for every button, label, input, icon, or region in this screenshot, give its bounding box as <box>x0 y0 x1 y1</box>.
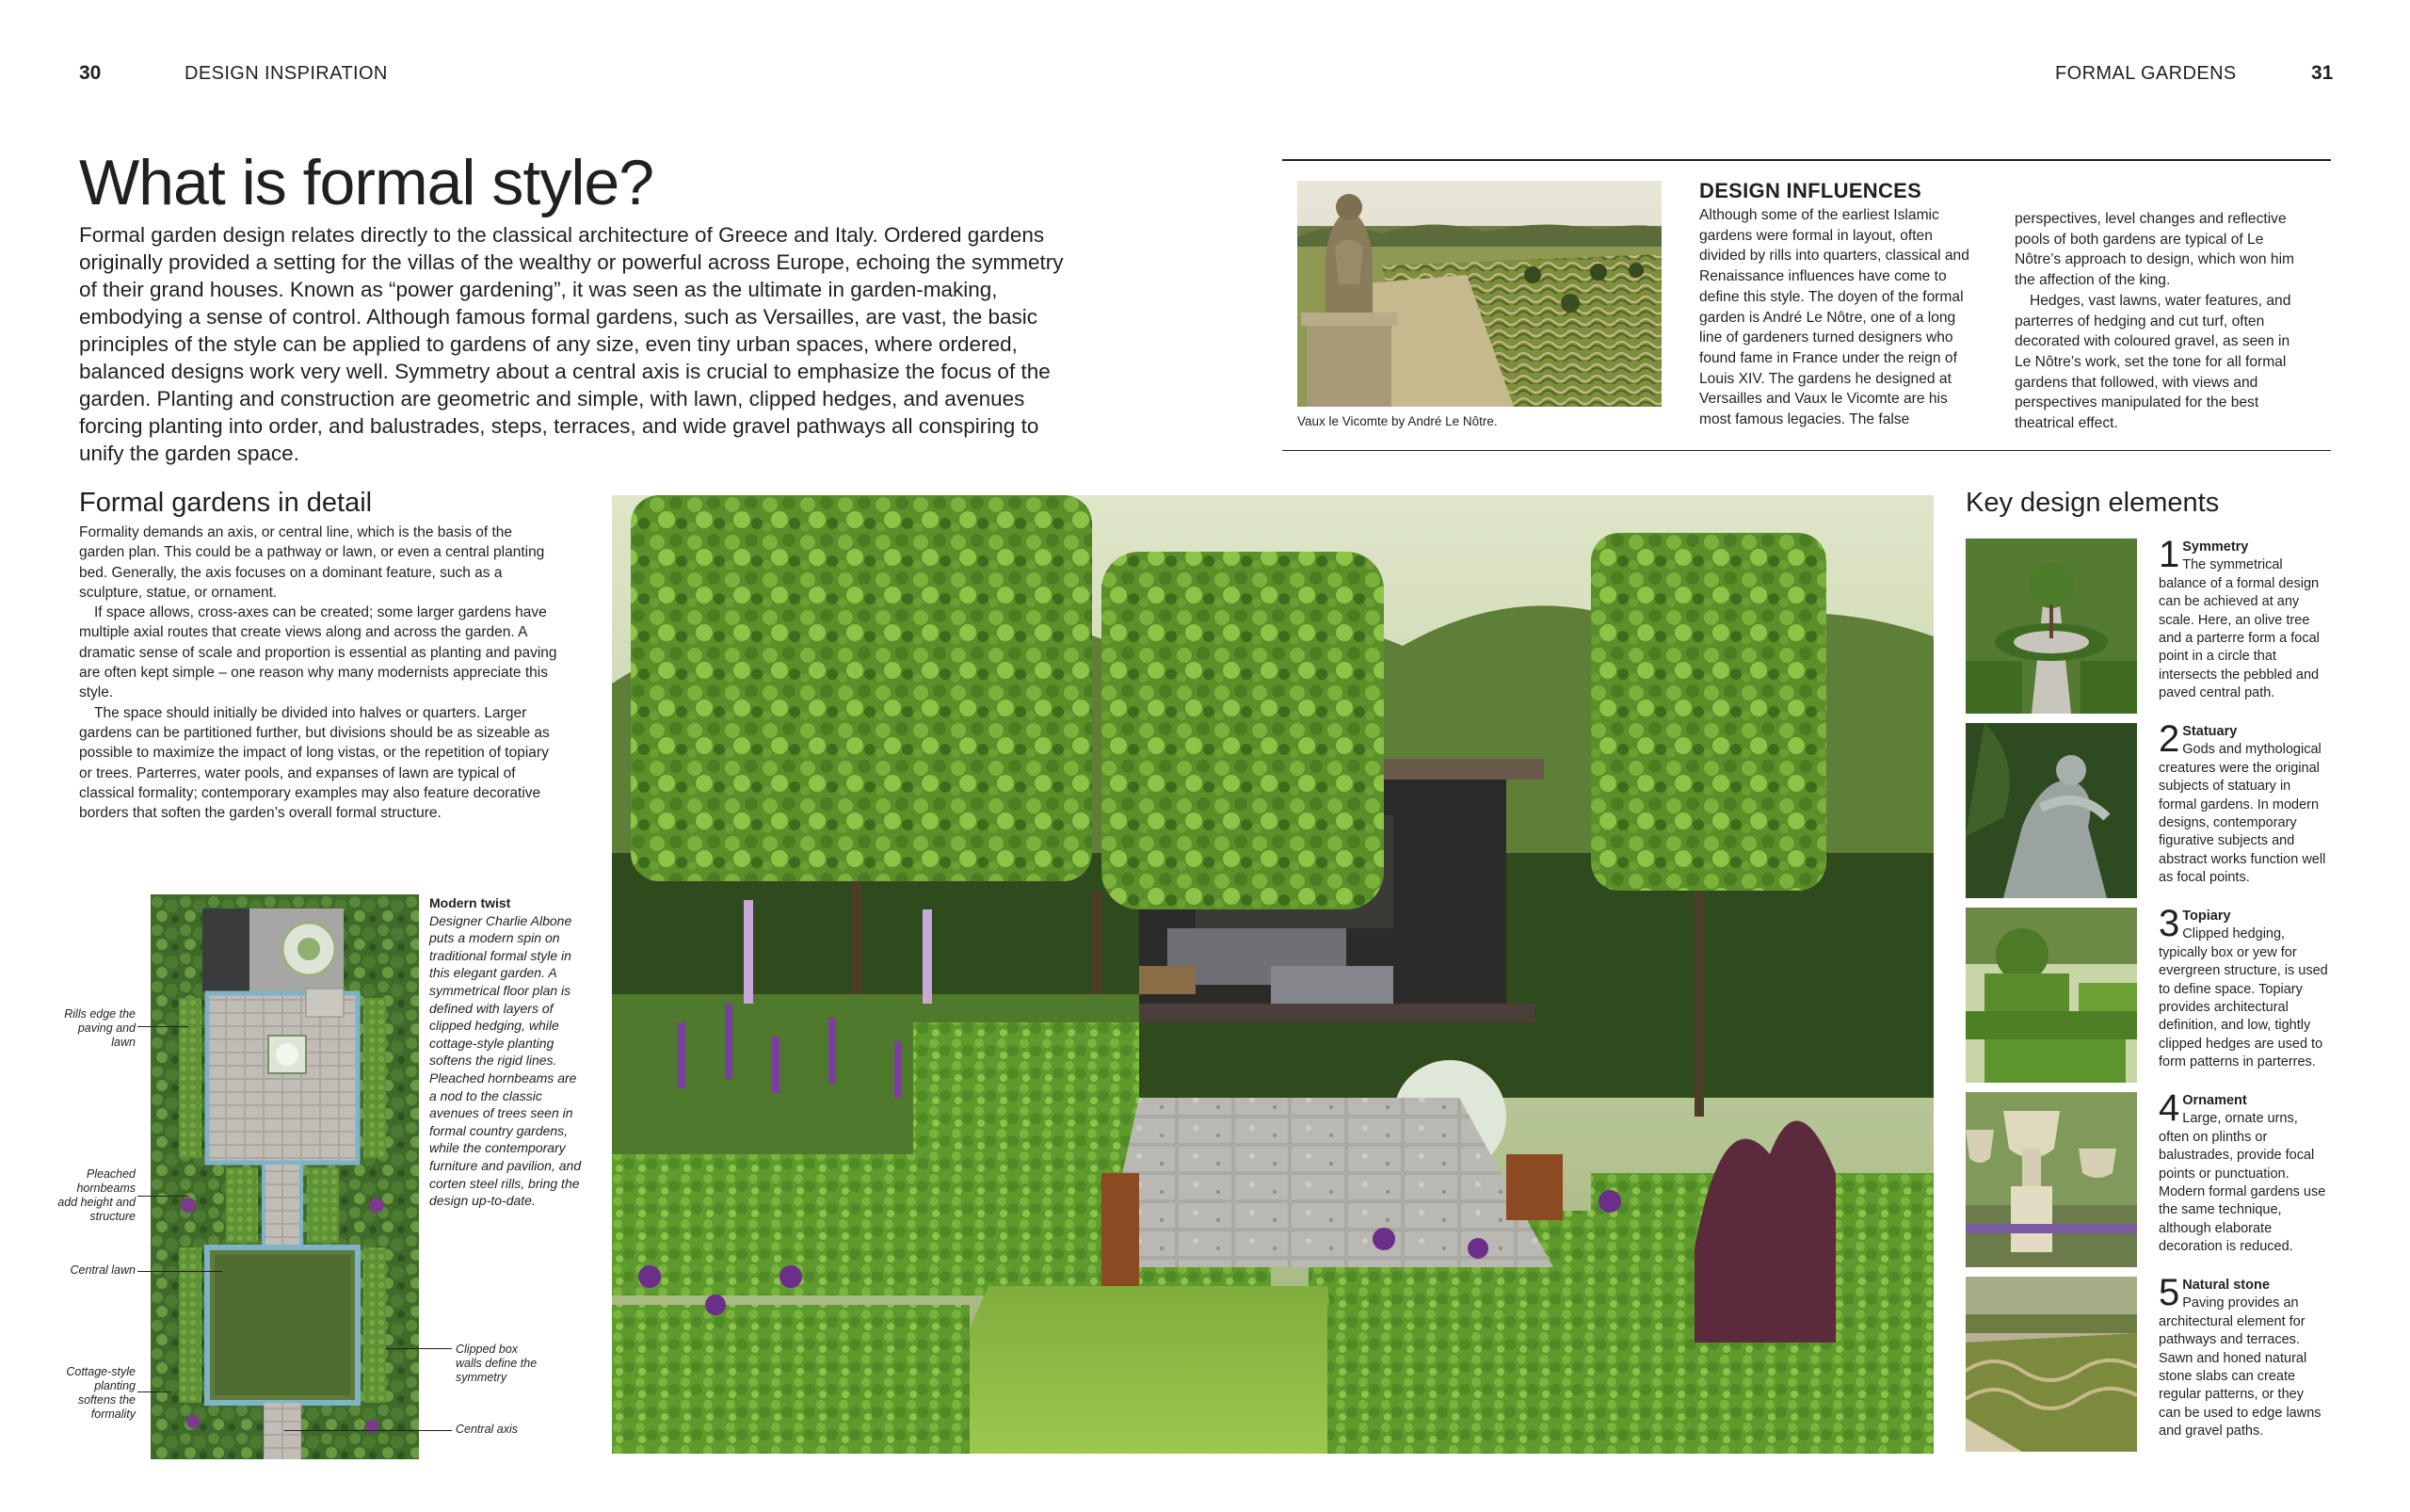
key-item-5 <box>2159 1272 2328 1441</box>
key-item-4 <box>2159 1087 2328 1257</box>
key-item-4-body: Large, ornate urns, often on plinths or balustrades, provide focal points or punctuation. Modern formal gardens use the same technique, although elaborate decoration is reduced. <box>2159 1111 2326 1255</box>
key-item-1-body: The symmetrical balance of a formal design can be achieved at any scale. Here, an olive tree and a parterre form a focal point in a circle that intersects the pebbled and paved central path. <box>2159 557 2320 701</box>
annotation-cottage-planting: Cottage-style planting softens the formality <box>66 1365 136 1421</box>
key-item-5-number: 5 <box>2159 1272 2180 1313</box>
garden-plan-illustration <box>151 894 419 1459</box>
photo-caption: Vaux le Vicomte by André Le Nôtre. <box>1297 414 1498 428</box>
key-item-2 <box>2159 718 2328 888</box>
detail-text <box>79 523 559 823</box>
annotation-lawn-leader <box>137 1271 222 1272</box>
detail-paragraph-2: If space allows, cross-axes can be created; some larger gardens have multiple axial routes that create views along and across the garden. A dramatic sense of scale and proportion is essential as planting and paving are often kept simple – one reason why many modernists appreciate this style. <box>79 604 557 701</box>
detail-heading: Formal gardens in detail <box>79 488 373 518</box>
ornament-photo <box>1966 1092 2137 1267</box>
influences-column-2 <box>2015 209 2297 434</box>
detail-paragraph-3: The space should initially be divided into halves or quarters. Larger gardens can be partitioned further, but divisions should be as sizeable as possible to maximize the impact of long vistas, or the repetition of topiary or trees. Parterres, water pools, and expanses of lawn are typical of classical formality; contemporary examples may also feature decorative borders that soften the garden’s overall formal structure. <box>79 704 550 822</box>
modern-twist-caption <box>429 894 587 1210</box>
key-item-4-heading: Ornament <box>2182 1093 2247 1108</box>
key-item-4-number: 4 <box>2159 1087 2180 1129</box>
key-item-3 <box>2159 903 2328 1072</box>
intro-paragraph: Formal garden design relates directly to the classical architecture of Greece and Italy. Ordered gardens originally provided a setting for the villas of the wealthy or powerful across Europe, echoing the symmetry of their grand houses. Known as “power gardening”, it was seen as the ultimate in garden-making, embodying a sense of control. Although famous formal gardens, such as Versailles, are vast, the basic principles of the style can be applied to gardens of any size, even tiny urban spaces, where ordered, balanced designs work very well. Symmetry about a central axis is crucial to emphasize the focus of the garden. Planting and construction are geometric and simple, with lawn, clipped hedges, and avenues forcing planting into order, and balustrades, steps, terraces, and wide gravel pathways all conspiring to unify the garden space. <box>79 223 1064 465</box>
page-number-right: 31 <box>2311 62 2334 84</box>
influences-column-2-para-2: Hedges, vast lawns, water features, and parterres of hedging and cut turf, often decorated with coloured gravel, as seen in Le Nôtre’s work, set the tone for all formal gardens that followed, with views and perspectives manipulated for the best theatrical effect. <box>2015 292 2291 432</box>
natural-stone-photo <box>1966 1277 2137 1452</box>
key-item-3-number: 3 <box>2159 903 2180 944</box>
influences-column-1: Although some of the earliest Islamic gardens were formal in layout, often divided by rills into quarters, classical and Renaissance influences have come to define this style. The doyen of the formal garden is André Le Nôtre, one of a long line of gardeners turned designers who found fame in France under the reign of Louis XIV. The gardens he designed at Versailles and Vaux le Vicomte are his most famous legacies. The false <box>1699 207 1969 428</box>
symmetry-photo <box>1966 539 2137 714</box>
annotation-cottage-leader <box>137 1391 171 1392</box>
key-item-2-heading: Statuary <box>2182 724 2238 739</box>
annotation-central-axis: Central axis <box>456 1423 518 1436</box>
key-item-1-number: 1 <box>2159 534 2180 575</box>
page-number-left: 30 <box>79 62 102 84</box>
key-item-1-heading: Symmetry <box>2182 539 2249 555</box>
key-item-3-heading: Topiary <box>2182 909 2231 924</box>
key-item-1 <box>2159 534 2328 703</box>
main-garden-photo <box>612 495 1934 1454</box>
key-item-3-body: Clipped hedging, typically box or yew for evergreen structure, is used to define space. Topiary provides architectural definition, and low, tightly clipped hedges are used to form patterns in parterres. <box>2159 926 2328 1070</box>
annotation-central-lawn: Central lawn <box>70 1263 136 1277</box>
vaux-le-vicomte-photo <box>1297 181 1662 407</box>
running-head-right: FORMAL GARDENS <box>2055 63 2237 84</box>
key-item-2-body: Gods and mythological creatures were the original subjects of statuary in formal gardens. In modern designs, contemporary figurative subjects and abstract works function well as focal points. <box>2159 742 2326 886</box>
annotation-rills-leader <box>137 1026 188 1027</box>
running-head-left: DESIGN INSPIRATION <box>185 63 388 84</box>
influences-heading: DESIGN INFLUENCES <box>1699 179 1922 202</box>
key-item-5-body: Paving provides an architectural element for pathways and terraces. Sawn and honed natural stone slabs can create regular patterns, or they can be used to edge lawns and gravel paths. <box>2159 1295 2322 1440</box>
annotation-hornbeams: Pleached hornbeams add height and structure <box>57 1167 136 1223</box>
modern-twist-body: Designer Charlie Albone puts a modern spin on traditional formal style in this elegant garden. A symmetrical floor plan is defined with layers of clipped hedging, while cottage-style planting softens the rigid lines. Pleached hornbeams are a nod to the classic avenues of trees seen in formal country gardens, while the contemporary furniture and pavilion, and corten steel rills, bring the design up-to-date. <box>429 912 582 1209</box>
modern-twist-heading: Modern twist <box>429 895 511 910</box>
annotation-box-leader <box>386 1348 452 1349</box>
annotation-hornbeams-leader <box>137 1196 188 1197</box>
key-item-5-heading: Natural stone <box>2182 1278 2270 1293</box>
page-title: What is formal style? <box>79 147 654 218</box>
key-item-2-number: 2 <box>2159 718 2180 760</box>
topiary-photo <box>1966 908 2137 1083</box>
influences-bottom-rule <box>1282 450 2331 451</box>
influences-column-2-para-1: perspectives, level changes and reflective pools of both gardens are typical of Le Nôtre’s approach to design, which won him the affection of the king. <box>2015 211 2295 289</box>
key-elements-heading: Key design elements <box>1966 488 2220 518</box>
influences-top-rule <box>1282 159 2331 161</box>
annotation-clipped-box: Clipped box walls define the symmetry <box>456 1343 538 1384</box>
annotation-axis-leader <box>284 1430 452 1431</box>
statuary-photo <box>1966 723 2137 898</box>
detail-paragraph-1: Formality demands an axis, or central line, which is the basis of the garden plan. This could be a pathway or lawn, or even a central planting bed. Generally, the axis focuses on a dominant feature, such as a sculpture, statue, or ornament. <box>79 524 545 601</box>
annotation-rills: Rills edge the paving and lawn <box>64 1007 136 1049</box>
